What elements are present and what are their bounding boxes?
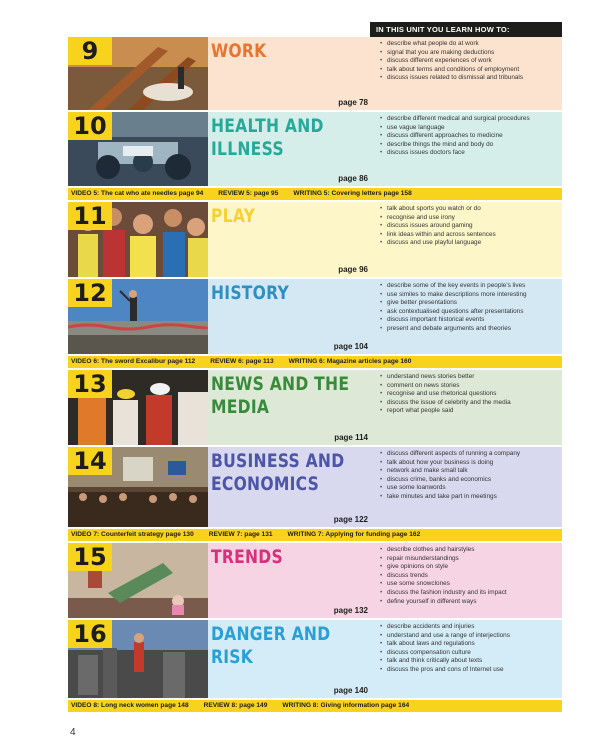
unit-9-photo bbox=[68, 37, 208, 110]
objective: • describe what people do at work bbox=[380, 40, 558, 49]
objective: • talk about how your business is doing bbox=[380, 459, 558, 468]
review-link[interactable]: REVIEW 7: page 131 bbox=[208, 531, 273, 538]
review-bar-6 bbox=[68, 356, 562, 368]
objective: • describe some of the key events in people's lives bbox=[380, 282, 558, 291]
objective: • use vague language bbox=[380, 124, 558, 133]
objective: • talk about sports you watch or do bbox=[380, 205, 558, 214]
unit-13-row bbox=[68, 370, 562, 445]
objective: • describe things the mind and body do bbox=[380, 141, 558, 150]
unit-13-number: 13 bbox=[68, 370, 112, 398]
unit-12-title-block bbox=[208, 279, 372, 354]
unit-12-photo bbox=[68, 279, 208, 354]
objective: • discuss different experiences of work bbox=[380, 57, 558, 66]
objective: • discuss and use playful language bbox=[380, 239, 558, 248]
objective: • describe accidents and injuries bbox=[380, 623, 558, 632]
unit-16-row bbox=[68, 620, 562, 698]
unit-13-title-block bbox=[208, 370, 372, 445]
unit-11-objectives bbox=[372, 202, 562, 277]
unit-12-row bbox=[68, 279, 562, 354]
writing-link[interactable]: WRITING 7: Applying for funding page 162 bbox=[287, 531, 421, 538]
objective: • describe different medical and surgical procedures bbox=[380, 115, 558, 124]
unit-16-title-block bbox=[208, 620, 372, 698]
unit-13-objectives bbox=[372, 370, 562, 445]
unit-9-number: 9 bbox=[68, 37, 112, 65]
objective: • talk and think critically about texts bbox=[380, 657, 558, 666]
unit-13-page: page 114 bbox=[334, 433, 368, 442]
unit-14-photo bbox=[68, 447, 208, 527]
objective: • ask contextualised questions after presentations bbox=[380, 308, 558, 317]
unit-overview-header: IN THIS UNIT YOU LEARN HOW TO: bbox=[370, 22, 562, 37]
objective: • discuss issues around gaming bbox=[380, 222, 558, 231]
unit-16-objectives bbox=[372, 620, 562, 698]
unit-15-number: 15 bbox=[68, 543, 112, 571]
objective: • talk about terms and conditions of employment bbox=[380, 66, 558, 75]
unit-16-title: DANGER AND RISK bbox=[211, 623, 331, 668]
objective: • discuss compensation culture bbox=[380, 649, 558, 658]
unit-15-title: TRENDS bbox=[211, 546, 283, 568]
unit-14-number: 14 bbox=[68, 447, 112, 475]
objective: • network and make small talk bbox=[380, 467, 558, 476]
review-bar-8 bbox=[68, 700, 562, 712]
objective: • describe clothes and hairstyles bbox=[380, 546, 558, 555]
objective: • take minutes and take part in meetings bbox=[380, 493, 558, 502]
unit-11-title-block bbox=[208, 202, 372, 277]
unit-11-row bbox=[68, 202, 562, 277]
unit-10-photo bbox=[68, 112, 208, 186]
unit-16-photo bbox=[68, 620, 208, 698]
objective: • discuss crime, banks and economics bbox=[380, 476, 558, 485]
objective: • report what people said bbox=[380, 407, 558, 416]
objective: • recognise and use rhetorical questions bbox=[380, 390, 558, 399]
objective: • discuss issues doctors face bbox=[380, 149, 558, 158]
video-link[interactable]: VIDEO 8: Long neck women page 148 bbox=[71, 702, 189, 709]
unit-13-title: NEWS AND THE MEDIA bbox=[211, 373, 350, 418]
unit-14-page: page 122 bbox=[333, 515, 368, 524]
objective: • talk about laws and regulations bbox=[380, 640, 558, 649]
unit-14-title: BUSINESS AND ECONOMICS bbox=[211, 450, 345, 495]
unit-10-row bbox=[68, 112, 562, 186]
unit-15-page: page 132 bbox=[333, 606, 368, 615]
objective: • understand and use a range of interjections bbox=[380, 632, 558, 641]
unit-16-page: page 140 bbox=[333, 686, 368, 695]
unit-10-title-block bbox=[208, 112, 372, 186]
writing-link[interactable]: WRITING 8: Giving information page 164 bbox=[282, 702, 410, 709]
unit-10-title: HEALTH AND ILLNESS bbox=[211, 115, 324, 160]
objective: • use some snowclones bbox=[380, 580, 558, 589]
unit-12-number: 12 bbox=[68, 279, 112, 307]
unit-10-objectives bbox=[372, 112, 562, 186]
review-bar-5 bbox=[68, 188, 562, 200]
unit-10-number: 10 bbox=[68, 112, 112, 140]
unit-10-page: page 86 bbox=[338, 174, 368, 183]
writing-link[interactable]: WRITING 6: Magazine articles page 160 bbox=[288, 358, 412, 365]
unit-9-page: page 78 bbox=[338, 98, 368, 107]
unit-11-number: 11 bbox=[68, 202, 112, 230]
objective: • link ideas within and across sentences bbox=[380, 231, 558, 240]
objective: • repair misunderstandings bbox=[380, 555, 558, 564]
unit-15-title-block bbox=[208, 543, 372, 618]
unit-13-photo bbox=[68, 370, 208, 445]
objective: • signal that you are making deductions bbox=[380, 49, 558, 58]
objective: • discuss different approaches to medicine bbox=[380, 132, 558, 141]
objective: • comment on news stories bbox=[380, 382, 558, 391]
video-link[interactable]: VIDEO 5: The cat who ate needles page 94 bbox=[71, 190, 204, 197]
objective: • discuss important historical events bbox=[380, 316, 558, 325]
objective: • give better presentations bbox=[380, 299, 558, 308]
unit-11-page: page 96 bbox=[338, 265, 368, 274]
unit-9-objectives bbox=[372, 37, 562, 110]
objective: • use similes to make descriptions more interesting bbox=[380, 291, 558, 300]
objective: • recognise and use irony bbox=[380, 214, 558, 223]
unit-12-title: HISTORY bbox=[211, 282, 290, 304]
objective: • discuss the pros and cons of Internet use bbox=[380, 666, 558, 675]
review-link[interactable]: REVIEW 6: page 113 bbox=[210, 358, 274, 365]
objective: • define yourself in different ways bbox=[380, 598, 558, 607]
unit-12-page: page 104 bbox=[333, 342, 368, 351]
objective: • present and debate arguments and theories bbox=[380, 325, 558, 334]
objective: • use some loanwords bbox=[380, 484, 558, 493]
objective: • understand news stories better bbox=[380, 373, 558, 382]
unit-9-row bbox=[68, 37, 562, 110]
objective: • discuss the fashion industry and its impact bbox=[380, 589, 558, 598]
unit-14-row bbox=[68, 447, 562, 527]
unit-15-row bbox=[68, 543, 562, 618]
unit-12-objectives bbox=[372, 279, 562, 354]
objective: • discuss trends bbox=[380, 572, 558, 581]
review-link[interactable]: REVIEW 5: page 95 bbox=[218, 190, 279, 197]
unit-15-objectives bbox=[372, 543, 562, 618]
objective: • discuss different aspects of running a company bbox=[380, 450, 558, 459]
unit-11-photo bbox=[68, 202, 208, 277]
page-number: 4 bbox=[70, 727, 76, 738]
objective: • give opinions on style bbox=[380, 563, 558, 572]
unit-11-title: PLAY bbox=[211, 205, 256, 227]
unit-14-objectives bbox=[372, 447, 562, 527]
objective: • discuss the issue of celebrity and the media bbox=[380, 399, 558, 408]
unit-14-title-block bbox=[208, 447, 372, 527]
review-bar-7 bbox=[68, 529, 562, 541]
writing-link[interactable]: WRITING 5: Covering letters page 158 bbox=[293, 190, 412, 197]
review-link[interactable]: REVIEW 8: page 149 bbox=[203, 702, 268, 709]
unit-9-title-block bbox=[208, 37, 372, 110]
unit-16-number: 16 bbox=[68, 620, 112, 648]
video-link[interactable]: VIDEO 7: Counterfeit strategy page 130 bbox=[71, 531, 194, 538]
video-link[interactable]: VIDEO 6: The sword Excalibur page 112 bbox=[71, 358, 196, 365]
objective: • discuss issues related to dismissal and tribunals bbox=[380, 74, 558, 83]
unit-15-photo bbox=[68, 543, 208, 618]
unit-9-title: WORK bbox=[211, 40, 267, 62]
